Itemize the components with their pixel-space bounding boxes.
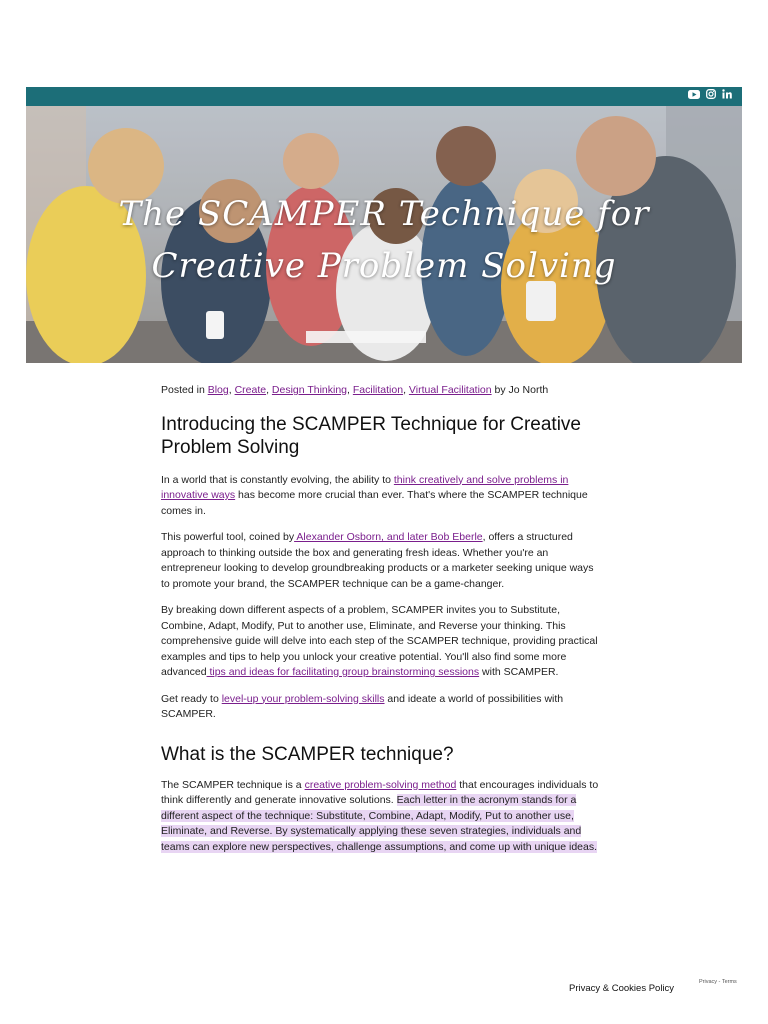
linkedin-icon[interactable] — [722, 89, 732, 99]
article-content — [161, 383, 605, 866]
paragraph-intro: In a world that is constantly evolving, the ability to think creatively and solve problems in innovative ways has become more crucial than ever. That's where the SCAMPER technique comes in. — [161, 473, 588, 517]
highlighted-text: Each letter in the acronym stands for a different aspect of the technique: Substitute, Combine, Adapt, Modify, Put to another use, Eliminate, and Reverse. By systematically applying these seven strategies, individuals and teams can explore new perspectives, challenge assumptions, and come up with unique ideas. — [161, 794, 598, 853]
category-link-design-thinking[interactable]: Design Thinking — [271, 384, 348, 396]
link-brainstorming-tips[interactable]: tips and ideas for facilitating group brainstorming sessions — [206, 666, 480, 678]
hero-banner — [26, 106, 742, 363]
category-link-create[interactable]: Create — [234, 384, 267, 396]
paragraph-tool: This powerful tool, coined by Alexander Osborn, and later Bob Eberle, offers a structured approach to thinking outside the box and generating fresh ideas. Whether you're an entrepreneur looking to develop groundbreaking products or a marketer seeking unique ways to promote your brand, the SCAMPER technique can be a game-changer. — [161, 531, 594, 590]
instagram-icon[interactable] — [706, 89, 716, 99]
privacy-cookies-link[interactable]: Privacy & Cookies Policy — [569, 983, 675, 994]
link-level-up[interactable]: level-up your problem-solving skills — [221, 692, 385, 705]
author-name: Jo North — [508, 384, 549, 396]
youtube-icon[interactable] — [688, 90, 700, 99]
post-meta: Posted in Blog, Create, Design Thinking, Facilitation, Virtual Facilitation by Jo North — [161, 384, 549, 396]
paragraph-get-ready: Get ready to level-up your problem-solving skills and ideate a world of possibilities with SCAMPER. — [161, 692, 564, 720]
link-osborn-eberle[interactable]: Alexander Osborn, and later Bob Eberle — [294, 531, 483, 543]
top-bar — [26, 87, 742, 106]
social-links — [688, 89, 732, 99]
recaptcha-badge-text[interactable]: Privacy - Terms — [699, 979, 737, 985]
hero-title: The SCAMPER Technique for Creative Problem Solving — [118, 194, 650, 286]
link-think-creatively[interactable]: think creatively and solve problems in innovative ways — [161, 473, 569, 501]
category-link-blog[interactable]: Blog — [207, 384, 229, 396]
category-link-virtual-facilitation[interactable]: Virtual Facilitation — [408, 384, 492, 396]
category-link-facilitation[interactable]: Facilitation — [352, 384, 404, 396]
paragraph-breakdown: By breaking down different aspects of a problem, SCAMPER invites you to Substitute, Combine, Adapt, Modify, Put to another use, Eliminate, and Reverse your thinking. This comprehensive guide will delve into each step of the SCAMPER technique, providing practical examples and tips to help you unlock your creative potential. You'll also find some more advanced tips and ideas for facilitating group brainstorming sessions with SCAMPER. — [161, 604, 598, 678]
article-heading: Introducing the SCAMPER Technique for Creative Problem Solving — [161, 413, 581, 458]
link-creative-method[interactable]: creative problem-solving method — [304, 778, 457, 791]
paragraph-definition: The SCAMPER technique is a creative problem-solving method that encourages individuals to think differently and generate innovative solutions. Each letter in the acronym stands for a different aspect of the technique: Substitute, Combine, Adapt, Modify, Put to another use, Eliminate, and Reverse. By systematically applying these seven strategies, individuals and teams can explore new perspectives, challenge assumptions, and come up with unique ideas. — [161, 778, 599, 853]
section-heading: What is the SCAMPER technique? — [161, 743, 454, 765]
